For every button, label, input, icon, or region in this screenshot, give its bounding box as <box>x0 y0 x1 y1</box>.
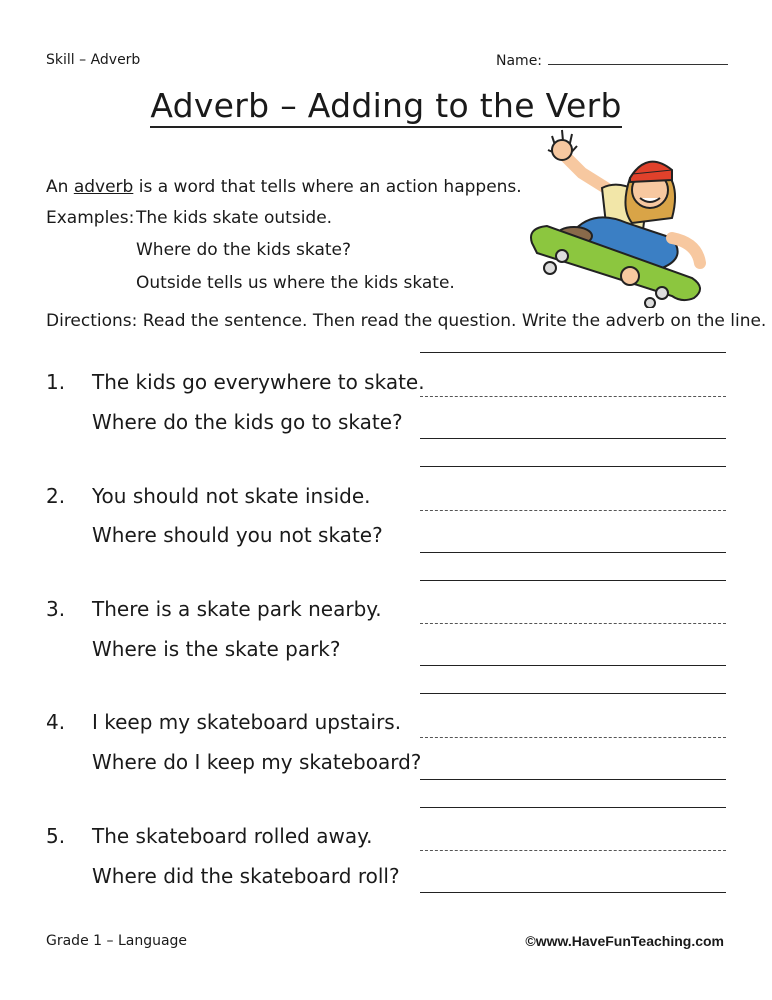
examples-label: Examples: <box>46 208 135 228</box>
question-number: 1. <box>46 370 66 394</box>
answer-line-2-mid[interactable] <box>420 510 726 511</box>
answer-line-2-top[interactable] <box>420 466 726 467</box>
answer-line-3-mid[interactable] <box>420 623 726 624</box>
answer-line-1-top[interactable] <box>420 352 726 353</box>
answer-line-1-base[interactable] <box>420 438 726 439</box>
question-prompt: Where did the skateboard roll? <box>92 864 400 888</box>
example-question: Where do the kids skate? <box>136 240 352 260</box>
answer-line-5-mid[interactable] <box>420 850 726 851</box>
question-prompt: Where do I keep my skateboard? <box>92 750 422 774</box>
question-number: 4. <box>46 710 66 734</box>
answer-line-5-top[interactable] <box>420 807 726 808</box>
example-answer: Outside tells us where the kids skate. <box>136 273 455 293</box>
skill-label: Skill – Adverb <box>46 52 141 68</box>
question-prompt: Where should you not skate? <box>92 523 383 547</box>
skateboarder-illustration <box>522 128 722 308</box>
grade-label: Grade 1 – Language <box>46 933 188 949</box>
question-prompt: Where is the skate park? <box>92 637 341 661</box>
name-line[interactable] <box>548 52 728 65</box>
answer-line-3-top[interactable] <box>420 580 726 581</box>
question-number: 5. <box>46 824 66 848</box>
example-sentence: The kids skate outside. <box>136 208 333 228</box>
answer-line-1-mid[interactable] <box>420 396 726 397</box>
directions-text: Read the sentence. Then read the question. Write the adverb on the line. <box>142 311 767 331</box>
question-number: 2. <box>46 484 66 508</box>
answer-line-2-base[interactable] <box>420 552 726 553</box>
answer-line-3-base[interactable] <box>420 665 726 666</box>
question-prompt: Where do the kids go to skate? <box>92 410 403 434</box>
question-sentence: I keep my skateboard upstairs. <box>92 710 402 734</box>
directions-label: Directions: <box>46 311 138 331</box>
question-sentence: There is a skate park nearby. <box>92 597 382 621</box>
question-sentence: The skateboard rolled away. <box>92 824 373 848</box>
adverb-definition: An adverb is a word that tells where an action happens. <box>46 177 522 197</box>
name-field[interactable] <box>496 52 728 69</box>
answer-line-4-top[interactable] <box>420 693 726 694</box>
question-number: 3. <box>46 597 66 621</box>
adverb-term: adverb <box>73 177 134 197</box>
question-sentence: The kids go everywhere to skate. <box>92 370 425 394</box>
answer-line-4-base[interactable] <box>420 779 726 780</box>
question-sentence: You should not skate inside. <box>92 484 371 508</box>
page-title: Adverb – Adding to the Verb <box>0 86 772 125</box>
answer-line-5-base[interactable] <box>420 892 726 893</box>
directions <box>46 306 766 336</box>
name-label: Name: <box>496 53 543 69</box>
answer-line-4-mid[interactable] <box>420 737 726 738</box>
site-credit: ©www.HaveFunTeaching.com <box>525 933 724 949</box>
